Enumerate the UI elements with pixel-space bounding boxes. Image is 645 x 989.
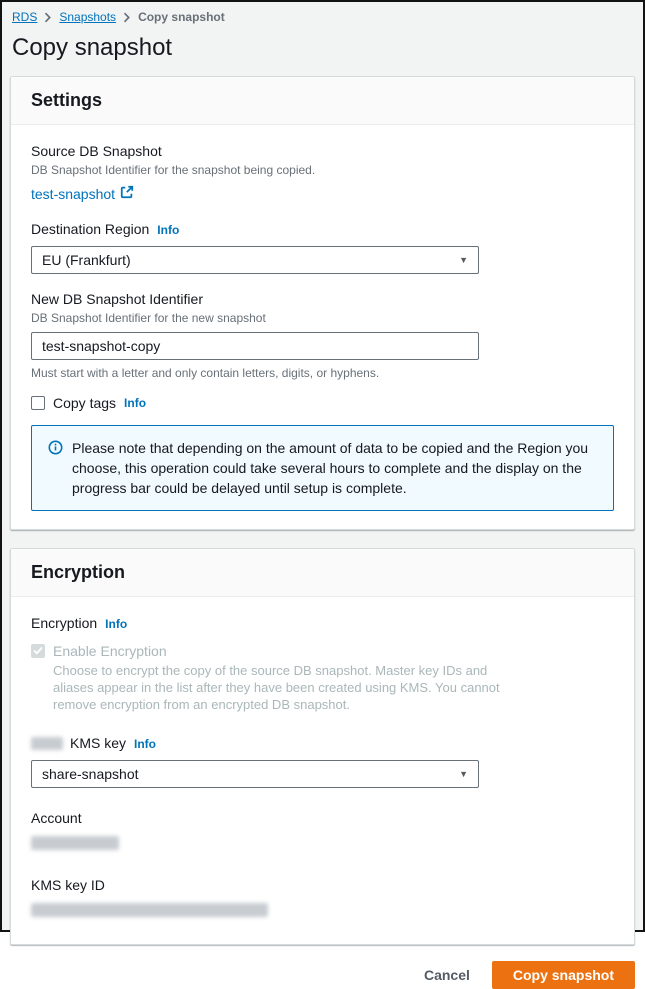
redacted-label-prefix [31, 737, 63, 750]
copy-tags-row [31, 395, 614, 411]
breadcrumb-link-rds[interactable]: RDS [12, 10, 38, 24]
settings-title: Settings [31, 90, 103, 110]
redacted-account-value [31, 836, 119, 850]
destination-region-select[interactable] [31, 246, 479, 274]
chevron-right-icon [44, 12, 52, 23]
enable-encryption-description: Choose to encrypt the copy of the source DB snapshot. Master key IDs and aliases appear in the list after they have been created using KMS. You cannot remove encryption from an encrypted DB snapshot. [53, 662, 500, 712]
kms-key-select[interactable] [31, 760, 479, 788]
account-field [31, 808, 614, 855]
breadcrumb [10, 7, 635, 24]
kms-key-label [31, 733, 614, 754]
kms-key-field [31, 733, 614, 788]
caret-down-icon: ▼ [459, 768, 468, 779]
cancel-button[interactable]: Cancel [423, 966, 470, 983]
new-identifier-input[interactable] [31, 332, 479, 360]
kms-key-id-field [31, 875, 614, 922]
new-identifier-field [31, 289, 614, 380]
new-identifier-label: New DB Snapshot Identifier [31, 290, 203, 307]
copy-tags-label: Copy tags [53, 394, 117, 411]
source-snapshot-description: DB Snapshot Identifier for the snapshot being copied. [31, 163, 316, 177]
destination-region-info-link[interactable]: Info [157, 222, 180, 237]
external-link-icon [120, 185, 134, 202]
account-label: Account [31, 809, 82, 826]
destination-region-field [31, 219, 614, 274]
info-circle-icon [48, 438, 63, 498]
source-snapshot-link-text: test-snapshot [31, 185, 116, 202]
encryption-info-link[interactable]: Info [105, 616, 128, 631]
source-snapshot-field [31, 141, 614, 204]
caret-down-icon: ▼ [459, 254, 468, 265]
info-alert-text: Please note that depending on the amount of data to be copied and the Region you choose, this operation could take several hours to complete and the display on the progress bar could be delayed until setup is complete. [72, 439, 589, 496]
breadcrumb-current: Copy snapshot [138, 10, 225, 24]
enable-encryption-label: Enable Encryption [53, 642, 167, 659]
breadcrumb-link-snapshots[interactable]: Snapshots [59, 10, 117, 24]
kms-key-info-link[interactable]: Info [134, 736, 157, 751]
form-actions [10, 961, 635, 989]
copy-tags-info-link[interactable]: Info [124, 395, 147, 410]
redacted-kms-key-id-value [31, 903, 268, 917]
kms-key-label-text: KMS key [70, 734, 127, 751]
kms-key-selected-value: share-snapshot [42, 765, 139, 782]
encryption-card-header [11, 549, 634, 597]
new-identifier-constraint: Must start with a letter and only contain letters, digits, or hyphens. [31, 365, 380, 380]
copy-snapshot-button[interactable]: Copy snapshot [492, 961, 635, 989]
encryption-card [10, 548, 635, 945]
destination-region-label [31, 219, 614, 240]
encryption-section-label [31, 613, 614, 634]
encryption-title: Encryption [31, 561, 126, 582]
info-alert [31, 425, 614, 511]
settings-card [10, 76, 635, 530]
copy-tags-checkbox[interactable] [31, 396, 45, 410]
settings-card-header [11, 77, 634, 125]
kms-key-id-label: KMS key ID [31, 876, 105, 893]
page-title: Copy snapshot [12, 34, 173, 61]
source-snapshot-link[interactable] [31, 185, 134, 202]
chevron-right-icon [123, 12, 131, 23]
enable-encryption-row [31, 643, 614, 659]
new-identifier-description: DB Snapshot Identifier for the new snapshot [31, 310, 266, 325]
destination-region-label-text: Destination Region [31, 220, 150, 237]
encryption-section-label-text: Encryption [31, 614, 98, 631]
enable-encryption-checkbox [31, 644, 45, 658]
source-snapshot-label: Source DB Snapshot [31, 143, 162, 159]
destination-region-selected-value: EU (Frankfurt) [42, 251, 131, 268]
